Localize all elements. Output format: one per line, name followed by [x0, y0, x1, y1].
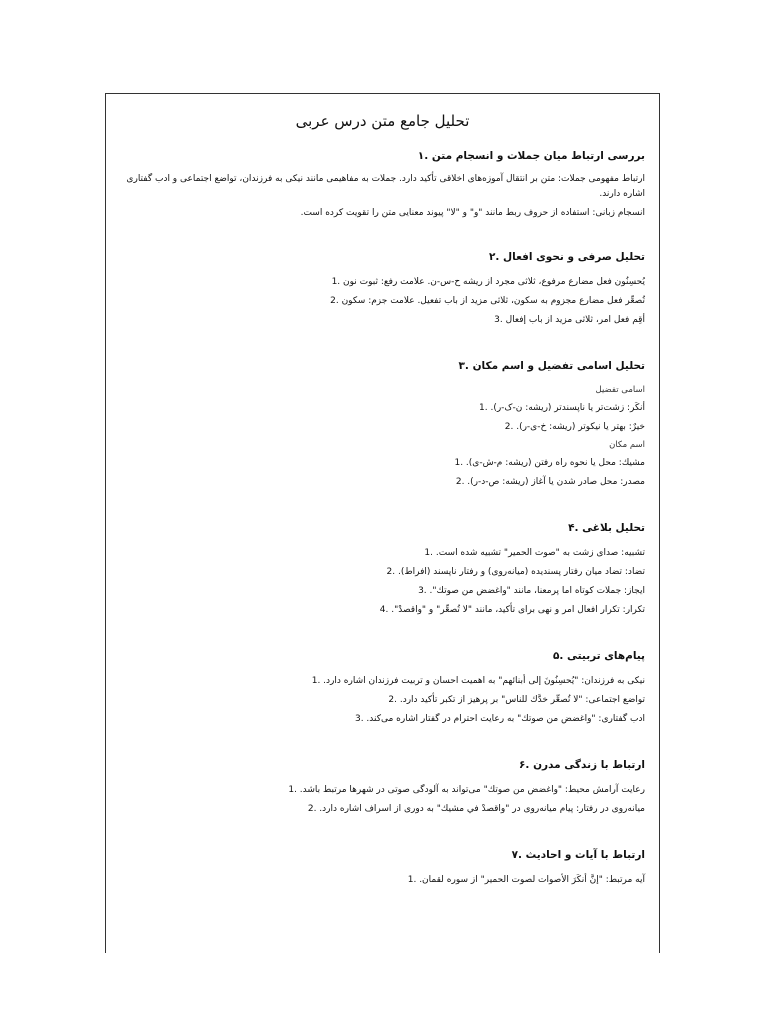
list-item: تواضع اجتماعی: "لا تُصعِّر خدَّك للناس" بر پرهیز از تکبر تأکید دارد. .2 — [388, 695, 645, 705]
section-rhetoric — [120, 522, 645, 620]
section-title: پیام‌های تربیتی .۵ — [552, 650, 645, 662]
sub-heading-tafdil: اسامی تفضیل — [595, 385, 645, 395]
section-nouns — [120, 360, 645, 492]
section-verbs — [120, 251, 645, 330]
section-coherence — [120, 150, 645, 221]
section-title: تحلیل صرفی و نحوی افعال .۲ — [488, 251, 645, 263]
list-item: تضاد: تضاد میان رفتار پسندیده (میانه‌روی) و رفتار ناپسند (افراط). .2 — [386, 567, 645, 577]
list-item: أنكَر: زشت‌تر یا ناپسندتر (ریشه: ن-ک-ر). .1 — [479, 403, 645, 413]
paragraph: ارتباط مفهومی جملات: متن بر انتقال آموزه‌های اخلاقی تأکید دارد. جملات به مفاهیمی مانند نیکی به فرزندان، تواضع اجتماعی و ادب گفتاری اشاره دارند. — [126, 174, 645, 199]
list-item: يُحسِنُون فعل مضارع مرفوع، ثلاثی مجرد از ریشه ح-س-ن. علامت رفع: ثبوت نون .1 — [331, 277, 645, 287]
section-messages — [120, 650, 645, 729]
document-page — [105, 93, 660, 953]
section-modern-life — [120, 759, 645, 819]
section-title: ارتباط با زندگی مدرن .۶ — [519, 759, 645, 771]
list-item: مشيك: محل یا نحوه راه رفتن (ریشه: م-ش-ی). .1 — [454, 458, 645, 468]
section-title: بررسی ارتباط میان جملات و انسجام متن .۱ — [417, 150, 645, 162]
list-item: أقِم فعل امر، ثلاثی مزید از باب إفعال .3 — [494, 315, 645, 325]
list-item: رعایت آرامش محیط: "واغضض من صوتك" می‌تواند به آلودگی صوتی در شهرها مرتبط باشد. .1 — [288, 785, 645, 795]
list-item: آیه مرتبط: "إنَّ أنكَرَ الأصوات لصوت الحمير" از سوره لقمان. .1 — [407, 875, 645, 885]
section-title: ارتباط با آیات و احادیث .۷ — [511, 849, 645, 861]
list-item: تکرار: تکرار افعال امر و نهی برای تأکید، مانند "لا تُصعِّر" و "واقصدْ". .4 — [379, 605, 645, 615]
list-item: ادب گفتاری: "واغضض من صوتك" به رعایت احترام در گفتار اشاره می‌کند. .3 — [354, 714, 645, 724]
list-item: نیکی به فرزندان: "يُحسِنُونَ إلى أبنائهم" به اهمیت احسان و تربیت فرزندان اشاره دارد. .1 — [311, 676, 645, 686]
list-item: تشبیه: صدای زشت به "صوت الحمیر" تشبیه شده است. .1 — [424, 548, 645, 558]
list-item: خيرٌ: بهتر یا نیکوتر (ریشه: خ-ی-ر). .2 — [504, 422, 645, 432]
list-item: میانه‌روی در رفتار: پیام میانه‌روی در "واقصدْ في مشيك" به دوری از اسراف اشاره دارد. .2 — [307, 804, 645, 814]
document-title: تحلیل جامع متن درس عربی — [295, 112, 470, 130]
list-item: مصدر: محل صادر شدن یا آغاز (ریشه: ص-د-ر). .2 — [455, 477, 645, 487]
list-item: تُصعِّر فعل مضارع مجزوم به سکون، ثلاثی مزید از باب تفعیل. علامت جزم: سکون .2 — [330, 296, 645, 306]
paragraph: انسجام زبانی: استفاده از حروف ربط مانند "و" و "لا" پیوند معنایی متن را تقویت کرده است. — [300, 208, 645, 218]
section-title: تحلیل اسامی تفضیل و اسم مکان .۳ — [458, 360, 645, 372]
sub-heading-makan: اسم مکان — [609, 440, 645, 450]
section-verses — [120, 849, 645, 890]
section-title: تحلیل بلاغی .۴ — [568, 522, 645, 534]
list-item: ایجاز: جملات کوتاه اما پرمعنا، مانند "واغضض من صوتك". .3 — [418, 586, 645, 596]
